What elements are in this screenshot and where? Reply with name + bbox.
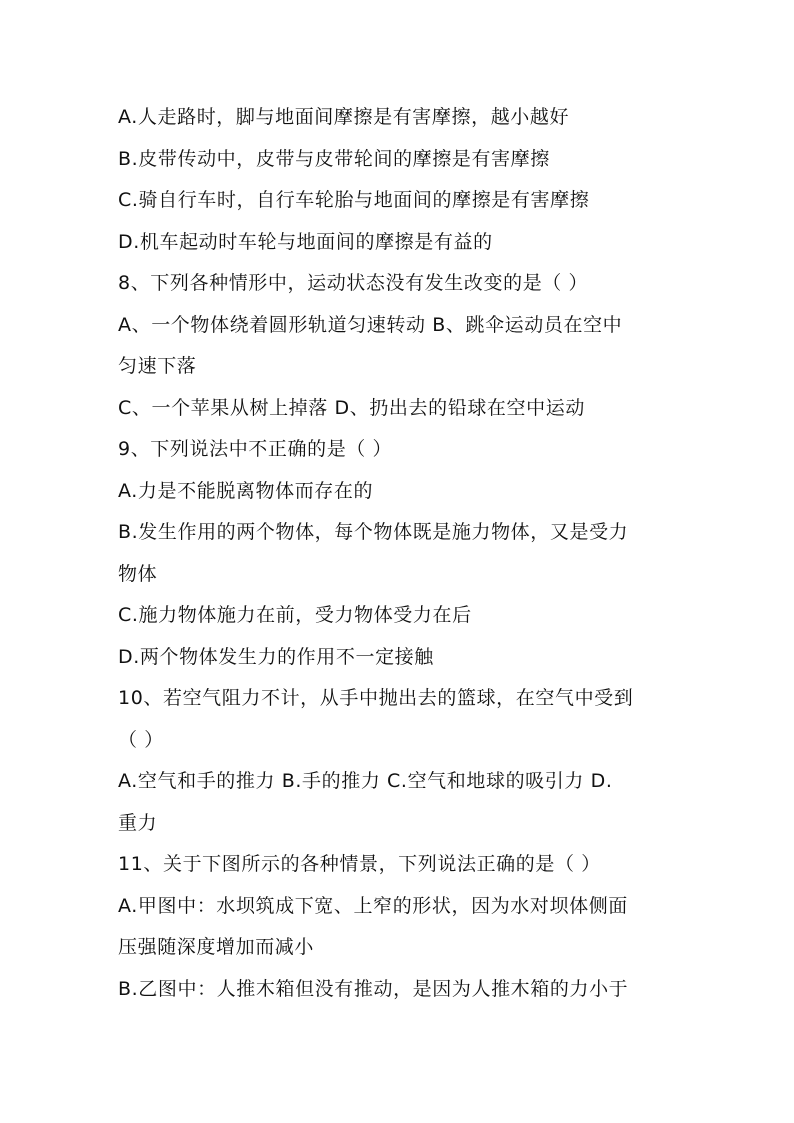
question-8-stem: 8、下列各种情形中，运动状态没有发生改变的是（ ） <box>118 272 589 294</box>
question-10-stem: 10、若空气阻力不计，从手中抛出去的篮球，在空气中受到 <box>118 687 634 709</box>
text-line: B.乙图中：人推木箱但没有推动，是因为人推木箱的力小于 <box>118 977 629 1000</box>
text-line: A.甲图中：水坝筑成下宽、上窄的形状，因为水对坝体侧面 <box>118 894 628 917</box>
text-line: C.骑自行车时，自行车轮胎与地面间的摩擦是有害摩擦 <box>118 189 590 211</box>
text-line: 物体 <box>118 562 158 585</box>
question-text-block <box>118 97 678 1010</box>
text-line: C.施力物体施力在前，受力物体受力在后 <box>118 604 472 626</box>
text-line: 匀速下落 <box>118 355 197 377</box>
text-line: 重力 <box>118 811 158 834</box>
text-line: A、一个物体绕着圆形轨道匀速转动 B、跳伞运动员在空中 <box>118 313 623 336</box>
text-line: （ ） <box>118 728 164 751</box>
question-11-stem: 11、关于下图所示的各种情景，下列说法正确的是（ ） <box>118 853 601 875</box>
text-line: B.发生作用的两个物体，每个物体既是施力物体，又是受力 <box>118 521 629 543</box>
text-line: A.力是不能脱离物体而存在的 <box>118 479 374 502</box>
text-line: B.皮带传动中，皮带与皮带轮间的摩擦是有害摩擦 <box>118 147 550 170</box>
text-line: D.机车起动时车轮与地面间的摩擦是有益的 <box>118 230 493 253</box>
text-line: D.两个物体发生力的作用不一定接触 <box>118 645 434 668</box>
text-line: C、一个苹果从树上掉落 D、扔出去的铅球在空中运动 <box>118 396 585 419</box>
text-line: A.人走路时，脚与地面间摩擦是有害摩擦，越小越好 <box>118 106 570 128</box>
text-line: 压强随深度增加而减小 <box>118 936 315 958</box>
text-line: A.空气和手的推力 B.手的推力 C.空气和地球的吸引力 D. <box>118 770 613 792</box>
question-9-stem: 9、下列说法中不正确的是（ ） <box>118 438 393 460</box>
